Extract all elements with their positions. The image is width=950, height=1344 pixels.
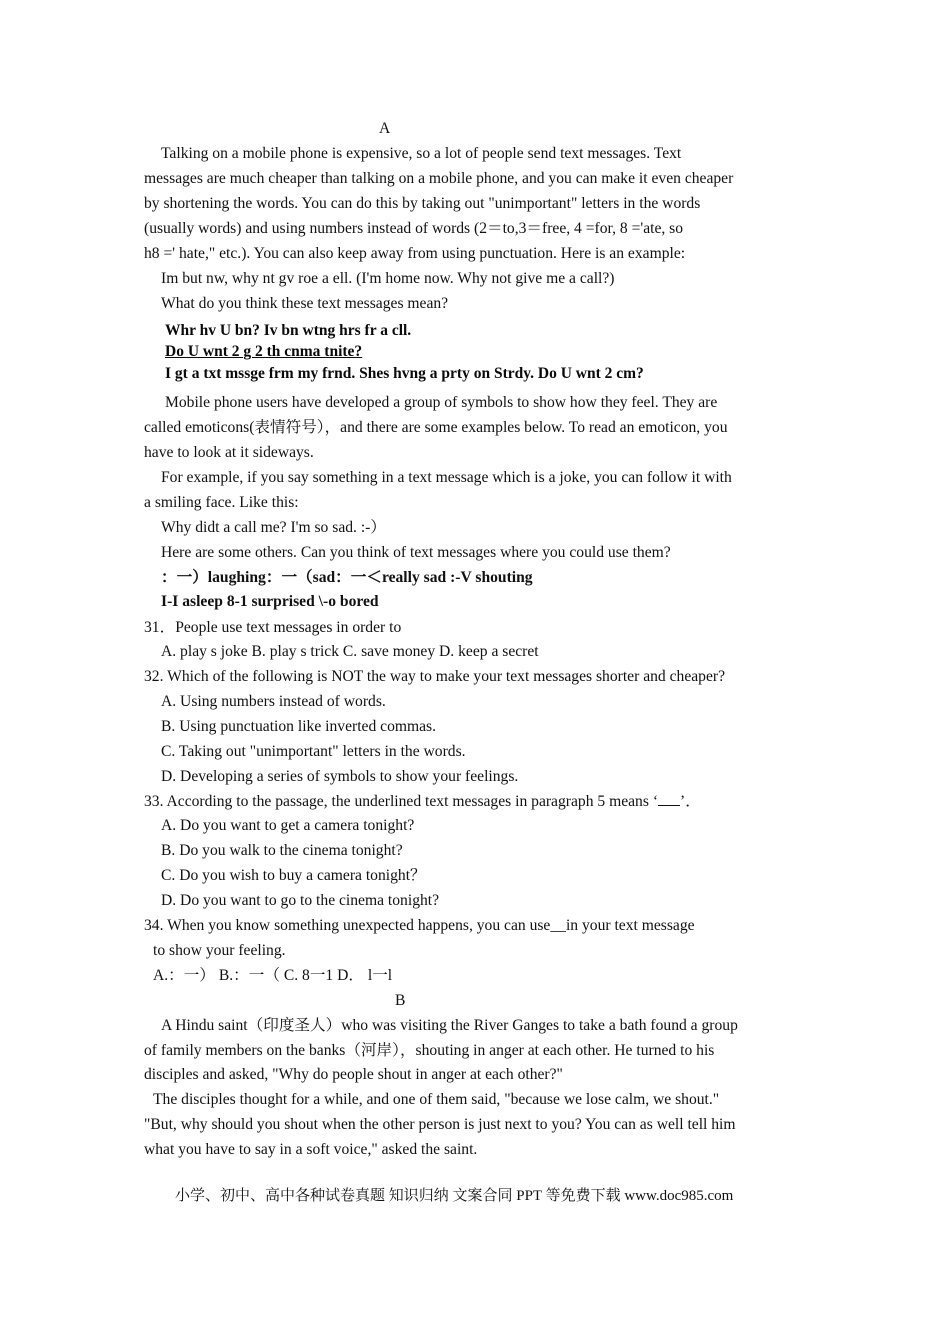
question-34-options: A.：一） B.：一（ C. 8一1 D． l一l <box>153 967 393 984</box>
paragraph-line: Mobile phone users have developed a group of symbols to show how they feel. They are <box>165 394 718 411</box>
section-b-heading: B <box>395 992 406 1009</box>
sms-example-3: I gt a txt mssge frm my frnd. Shes hvng a prty on Strdy. Do U wnt 2 cm? <box>165 365 644 382</box>
section-a-heading: A <box>379 120 391 137</box>
page-footer: 小学、初中、高中各种试卷真题 知识归纳 文案合同 PPT 等免费下载 www.doc985.com <box>175 1188 734 1204</box>
question-32-option-d: D. Developing a series of symbols to show your feelings. <box>161 768 519 785</box>
paragraph-line: what you have to say in a soft voice," asked the saint. <box>144 1141 478 1158</box>
paragraph-line: a smiling face. Like this: <box>144 494 299 511</box>
paragraph-line: A Hindu saint（印度圣人）who was visiting the River Ganges to take a bath found a group <box>161 1017 738 1034</box>
sms-example-1: Whr hv U bn? Iv bn wtng hrs fr a cll. <box>165 322 412 339</box>
question-34-continued: to show your feeling. <box>153 942 286 959</box>
question-34: 34. When you know something unexpected happens, you can use__in your text message <box>144 917 695 934</box>
paragraph-line: Talking on a mobile phone is expensive, so a lot of people send text messages. Text <box>161 145 682 162</box>
question-33-stem-end: ’． <box>680 793 701 810</box>
example-line: Im but nw, why nt gv roe a ell. (I'm home now. Why not give me a call?) <box>161 270 615 287</box>
paragraph-line: called emoticons(表情符号），and there are some examples below. To read an emoticon, you <box>144 419 728 436</box>
question-33-option-a: A. Do you want to get a camera tonight? <box>161 817 415 834</box>
paragraph-line: disciples and asked, "Why do people shout in anger at each other?" <box>144 1066 563 1083</box>
answer-blank <box>658 794 680 806</box>
paragraph-line: For example, if you say something in a text message which is a joke, you can follow it with <box>161 469 732 486</box>
example-line: Why didt a call me? I'm so sad. :-） <box>161 519 386 536</box>
sms-example-2 <box>165 343 362 361</box>
emoticon-list-1: ：一）laughing：一（sad：一＜really sad :-V shouting <box>161 569 533 586</box>
paragraph-line: of family members on the banks（河岸），shouting in anger at each other. He turned to his <box>144 1042 715 1059</box>
question-32: 32. Which of the following is NOT the way to make your text messages shorter and cheaper? <box>144 668 725 685</box>
question-intro: What do you think these text messages mean? <box>161 295 449 312</box>
question-33-option-b: B. Do you walk to the cinema tonight? <box>161 842 403 859</box>
underlined-sms: Do U wnt 2 g 2 th cnma tnite? <box>165 343 363 360</box>
question-31: 31．People use text messages in order to <box>144 619 402 636</box>
question-32-option-a: A. Using numbers instead of words. <box>161 693 386 710</box>
question-33-stem: 33. According to the passage, the underlined text messages in paragraph 5 means ‘ <box>144 793 659 810</box>
question-33 <box>144 794 701 810</box>
paragraph-line: (usually words) and using numbers instead of words (2＝to,3＝free, 4 =for, 8 ='ate, so <box>144 220 684 237</box>
paragraph-line: have to look at it sideways. <box>144 444 314 461</box>
question-32-option-b: B. Using punctuation like inverted commas. <box>161 718 437 735</box>
paragraph-line: The disciples thought for a while, and one of them said, "because we lose calm, we shout." <box>153 1091 720 1108</box>
question-33-option-d: D. Do you want to go to the cinema tonight? <box>161 892 440 909</box>
paragraph-line: messages are much cheaper than talking on a mobile phone, and you can make it even cheaper <box>144 170 734 187</box>
paragraph-line: Here are some others. Can you think of text messages where you could use them? <box>161 544 671 561</box>
question-31-options: A. play s joke B. play s trick C. save money D. keep a secret <box>161 643 539 660</box>
question-33-option-c: C. Do you wish to buy a camera tonight？ <box>161 867 426 884</box>
paragraph-line: h8 =' hate," etc.). You can also keep away from using punctuation. Here is an example: <box>144 245 686 262</box>
emoticon-list-2: I-I asleep 8-1 surprised \-o bored <box>161 593 379 610</box>
paragraph-line: by shortening the words. You can do this by taking out "unimportant" letters in the words <box>144 195 701 212</box>
question-32-option-c: C. Taking out "unimportant" letters in the words. <box>161 743 466 760</box>
paragraph-line: "But, why should you shout when the other person is just next to you? You can as well tell him <box>144 1116 736 1133</box>
